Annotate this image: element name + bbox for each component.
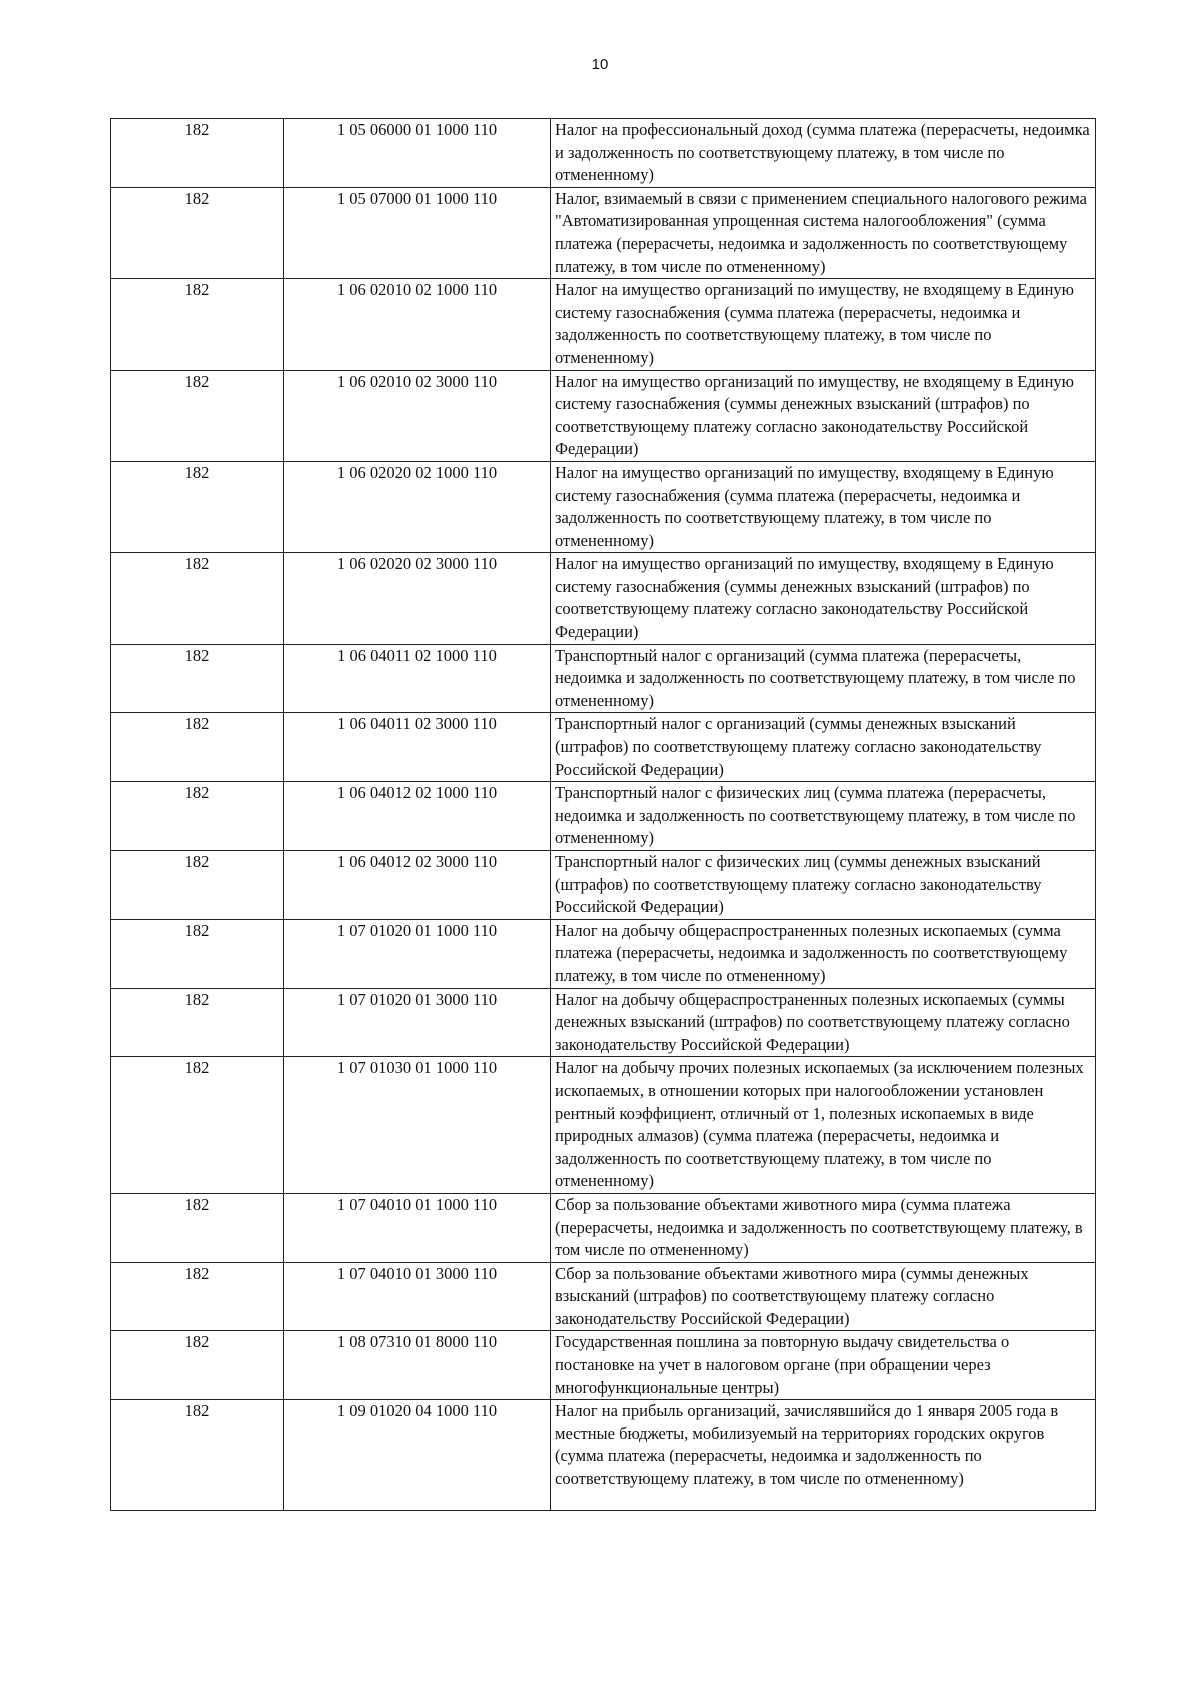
table-row (111, 119, 1096, 188)
admin-code-cell: 182 (111, 553, 284, 644)
budget-code-cell: 1 07 04010 01 1000 110 (284, 1193, 551, 1262)
budget-code-cell: 1 05 06000 01 1000 110 (284, 119, 551, 188)
budget-code-cell: 1 06 04011 02 3000 110 (284, 713, 551, 782)
admin-code-cell: 182 (111, 713, 284, 782)
revenue-name-cell: Налог на добычу общераспространенных полезных ископаемых (сумма платежа (перерасчеты, недоимка и задолженность по соответствующему платежу, в том числе по отмененному) (551, 919, 1096, 988)
budget-code-cell: 1 07 01030 01 1000 110 (284, 1057, 551, 1194)
admin-code-cell: 182 (111, 279, 284, 370)
budget-code-cell: 1 07 04010 01 3000 110 (284, 1262, 551, 1331)
budget-code-cell: 1 07 01020 01 1000 110 (284, 919, 551, 988)
revenue-name-cell: Транспортный налог с организаций (сумма платежа (перерасчеты, недоимка и задолженность по соответствующему платежу, в том числе по отмененному) (551, 644, 1096, 713)
revenue-name-cell: Налог на имущество организаций по имуществу, не входящему в Единую систему газоснабжения (сумма платежа (перерасчеты, недоимка и задолженность по соответствующему платежу, в том числе по отмененному) (551, 279, 1096, 370)
revenue-name-cell: Транспортный налог с организаций (суммы денежных взысканий (штрафов) по соответствующему платежу согласно законодательству Российской Федерации) (551, 713, 1096, 782)
budget-code-cell: 1 05 07000 01 1000 110 (284, 187, 551, 278)
budget-code-cell: 1 06 04012 02 3000 110 (284, 851, 551, 920)
budget-code-cell: 1 08 07310 01 8000 110 (284, 1331, 551, 1400)
table-row (111, 644, 1096, 713)
table-row (111, 919, 1096, 988)
revenue-name-cell: Транспортный налог с физических лиц (суммы денежных взысканий (штрафов) по соответствующему платежу согласно законодательству Российской Федерации) (551, 851, 1096, 920)
table-row (111, 713, 1096, 782)
revenue-name-cell: Сбор за пользование объектами животного мира (сумма платежа (перерасчеты, недоимка и задолженность по соответствующему платежу, в том числе по отмененному) (551, 1193, 1096, 1262)
admin-code-cell: 182 (111, 782, 284, 851)
table-row (111, 1400, 1096, 1511)
budget-code-cell: 1 06 04012 02 1000 110 (284, 782, 551, 851)
admin-code-cell: 182 (111, 851, 284, 920)
revenue-name-cell: Налог на прибыль организаций, зачислявшийся до 1 января 2005 года в местные бюджеты, мобилизуемый на территориях городских округов (сумма платежа (перерасчеты, недоимка и задолженность по соответствующему платежу, в том числе по отмененному) (551, 1400, 1096, 1511)
revenue-name-cell: Сбор за пользование объектами животного мира (суммы денежных взысканий (штрафов) по соответствующему платежу согласно законодательству Российской Федерации) (551, 1262, 1096, 1331)
admin-code-cell: 182 (111, 919, 284, 988)
admin-code-cell: 182 (111, 119, 284, 188)
budget-code-cell: 1 06 02010 02 1000 110 (284, 279, 551, 370)
revenue-name-cell: Налог на профессиональный доход (сумма платежа (перерасчеты, недоимка и задолженность по соответствующему платежу, в том числе по отмененному) (551, 119, 1096, 188)
admin-code-cell: 182 (111, 461, 284, 552)
table-row (111, 1057, 1096, 1194)
table-row (111, 851, 1096, 920)
revenue-name-cell: Налог на имущество организаций по имуществу, входящему в Единую систему газоснабжения (суммы денежных взысканий (штрафов) по соответствующему платежу согласно законодательству Российской Федерации) (551, 553, 1096, 644)
table-row (111, 461, 1096, 552)
admin-code-cell: 182 (111, 1057, 284, 1194)
revenue-name-cell: Налог на имущество организаций по имуществу, не входящему в Единую систему газоснабжения (суммы денежных взысканий (штрафов) по соответствующему платежу согласно законодательству Российской Федерации) (551, 370, 1096, 461)
page-number: 10 (591, 56, 609, 73)
table-row (111, 1331, 1096, 1400)
table-row (111, 1193, 1096, 1262)
admin-code-cell: 182 (111, 370, 284, 461)
admin-code-cell: 182 (111, 644, 284, 713)
revenue-name-cell: Государственная пошлина за повторную выдачу свидетельства о постановке на учет в налоговом органе (при обращении через многофункциональные центры) (551, 1331, 1096, 1400)
budget-code-cell: 1 07 01020 01 3000 110 (284, 988, 551, 1057)
budget-code-cell: 1 06 02020 02 3000 110 (284, 553, 551, 644)
revenue-name-cell: Налог на имущество организаций по имуществу, входящему в Единую систему газоснабжения (сумма платежа (перерасчеты, недоимка и задолженность по соответствующему платежу, в том числе по отмененному) (551, 461, 1096, 552)
table-row (111, 988, 1096, 1057)
table-body (111, 119, 1096, 1511)
budget-code-cell: 1 06 04011 02 1000 110 (284, 644, 551, 713)
table-row (111, 370, 1096, 461)
revenue-codes-table (110, 118, 1096, 1511)
admin-code-cell: 182 (111, 1262, 284, 1331)
revenue-name-cell: Налог на добычу прочих полезных ископаемых (за исключением полезных ископаемых, в отношении которых при налогообложении установлен рентный коэффициент, отличный от 1, полезных ископаемых в виде природных алмазов) (сумма платежа (перерасчеты, недоимка и задолженность по соответствующему платежу, в том числе по отмененному) (551, 1057, 1096, 1194)
admin-code-cell: 182 (111, 187, 284, 278)
admin-code-cell: 182 (111, 1400, 284, 1511)
revenue-name-cell: Налог, взимаемый в связи с применением специального налогового режима "Автоматизированная упрощенная система налогообложения" (сумма платежа (перерасчеты, недоимка и задолженность по соответствующему платежу, в том числе по отмененному) (551, 187, 1096, 278)
table-row (111, 279, 1096, 370)
table-row (111, 1262, 1096, 1331)
table-row (111, 187, 1096, 278)
revenue-name-cell: Транспортный налог с физических лиц (сумма платежа (перерасчеты, недоимка и задолженность по соответствующему платежу, в том числе по отмененному) (551, 782, 1096, 851)
admin-code-cell: 182 (111, 1193, 284, 1262)
admin-code-cell: 182 (111, 988, 284, 1057)
budget-code-cell: 1 06 02010 02 3000 110 (284, 370, 551, 461)
admin-code-cell: 182 (111, 1331, 284, 1400)
budget-code-cell: 1 09 01020 04 1000 110 (284, 1400, 551, 1511)
table-row (111, 553, 1096, 644)
table-row (111, 782, 1096, 851)
budget-code-cell: 1 06 02020 02 1000 110 (284, 461, 551, 552)
revenue-name-cell: Налог на добычу общераспространенных полезных ископаемых (суммы денежных взысканий (штрафов) по соответствующему платежу согласно законодательству Российской Федерации) (551, 988, 1096, 1057)
